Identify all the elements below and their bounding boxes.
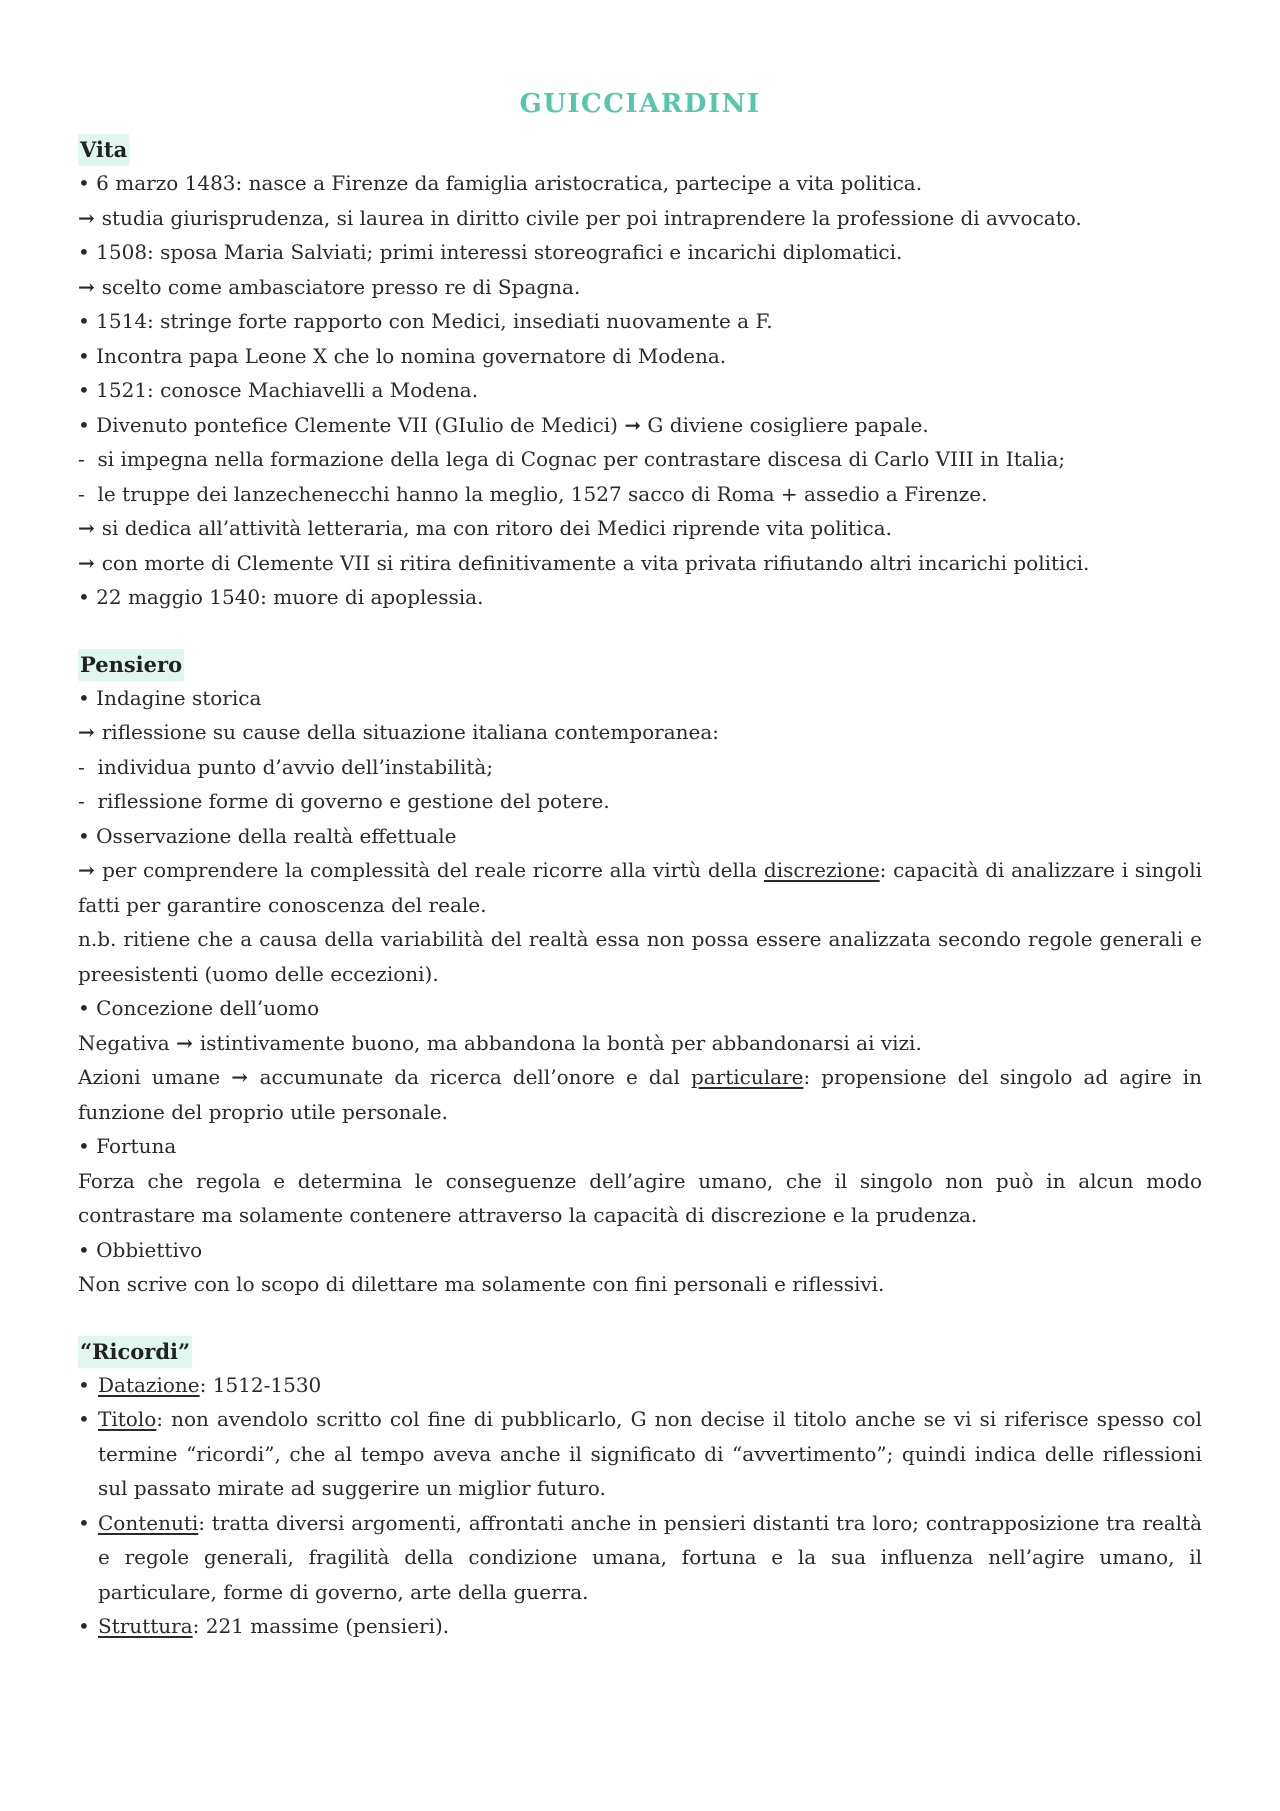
arrow-icon	[231, 1065, 259, 1089]
bullet-icon: •	[78, 1372, 90, 1397]
vita-line: • 22 maggio 1540: muore di apoplessia.	[78, 580, 1202, 615]
pensiero-azioni: Azioni umane → accumunate da ricerca dell’onore e dal particulare: propensione del singolo ad agire in funzione del proprio utile personale.	[78, 1060, 1202, 1129]
pensiero-indagine: • Indagine storica	[78, 681, 1202, 716]
page-title: GUICCIARDINI	[519, 89, 761, 119]
pensiero-fortuna-text: Forza che regola e determina le conseguenze dell’agire umano, che il singolo non può in alcun modo contrastare ma solamente contenere attraverso la capacità di discrezione e la prudenza.	[78, 1168, 1202, 1227]
vita-line: → con morte di Clemente VII si ritira definitivamente a vita privata rifiutando altri incarichi politici.	[78, 546, 1202, 581]
vita-line: • 1508: sposa Maria Salviati; primi interessi storeografici e incarichi diplomatici.	[78, 235, 1202, 270]
vita-line: → si dedica all’attività letteraria, ma con ritoro dei Medici riprende vita politica.	[78, 511, 1202, 546]
section-ricordi	[78, 1336, 1202, 1644]
section-heading-vita: Vita	[78, 134, 129, 166]
bullet-icon: •	[78, 1614, 90, 1638]
bullet-icon: •	[78, 1510, 90, 1535]
pensiero-riflessione: → riflessione su cause della situazione italiana contemporanea:	[78, 715, 1202, 750]
section-pensiero	[78, 649, 1202, 1302]
pensiero-nb: n.b. ritiene che a causa della variabilità del realtà essa non possa essere analizzata secondo regole generali e preesistenti (uomo delle eccezioni).	[78, 927, 1202, 986]
discrezione-term: discrezione	[763, 858, 880, 882]
arrow-icon	[176, 1031, 200, 1055]
vita-line: • 1521: conosce Machiavelli a Modena.	[78, 373, 1202, 408]
vita-line: • 6 marzo 1483: nasce a Firenze da famiglia aristocratica, partecipe a vita politica.	[78, 166, 1202, 201]
ricordi-titolo: • Titolo: non avendolo scritto col fine di pubblicarlo, G non decise il titolo anche se vi si riferisce spesso col termine “ricordi”, che al tempo aveva anche il significato di “avvertimento”; quindi indica delle riflessioni sul passato mirate ad suggerire un miglior futuro.	[78, 1402, 1202, 1506]
section-heading-pensiero: Pensiero	[78, 649, 184, 681]
ricordi-struttura: • Struttura: 221 massime (pensieri).	[78, 1609, 1202, 1644]
vita-line: • Incontra papa Leone X che lo nomina governatore di Modena.	[78, 339, 1202, 374]
pensiero-negativa: Negativa → istintivamente buono, ma abbandona la bontà per abbandonarsi ai vizi.	[78, 1026, 1202, 1061]
pensiero-dash: - riflessione forme di governo e gestione del potere.	[78, 784, 1202, 819]
pensiero-dash: - individua punto d’avvio dell’instabilità;	[78, 750, 1202, 785]
pensiero-obbiettivo: • Obbiettivo	[78, 1233, 1202, 1268]
vita-line: • 1514: stringe forte rapporto con Medici, insediati nuovamente a F.	[78, 304, 1202, 339]
pensiero-discrezione: → per comprendere la complessità del reale ricorre alla virtù della discrezione: capacità di analizzare i singoli fatti per garantire conoscenza del reale.	[78, 853, 1202, 922]
section-vita	[78, 134, 1202, 615]
pensiero-osservazione: • Osservazione della realtà effettuale	[78, 819, 1202, 854]
vita-line: • Divenuto pontefice Clemente VII (GIulio de Medici) ➞ G diviene cosigliere papale.	[78, 408, 1202, 443]
vita-line: - si impegna nella formazione della lega di Cognac per contrastare discesa di Carlo VIII in Italia;	[78, 442, 1202, 477]
pensiero-obbiettivo-text: Non scrive con lo scopo di dilettare ma solamente con fini personali e riflessivi.	[78, 1272, 885, 1296]
vita-line: → studia giurisprudenza, si laurea in diritto civile per poi intraprendere la professione di avvocato.	[78, 201, 1202, 236]
ricordi-contenuti: • Contenuti: tratta diversi argomenti, affrontati anche in pensieri distanti tra loro; contrapposizione tra realtà e regole generali, fragilità della condizione umana, fortuna e la sua influenza nell’agire umano, il particulare, forme di governo, arte della guerra.	[78, 1506, 1202, 1610]
section-heading-ricordi: “Ricordi”	[78, 1336, 192, 1368]
particulare-term: particulare	[690, 1065, 804, 1089]
pensiero-concezione: • Concezione dell’uomo	[78, 991, 1202, 1026]
pensiero-fortuna: • Fortuna	[78, 1129, 1202, 1164]
vita-line: → scelto come ambasciatore presso re di Spagna.	[78, 270, 1202, 305]
ricordi-datazione: • Datazione: 1512-1530	[78, 1368, 1202, 1403]
vita-line: - le truppe dei lanzechenecchi hanno la meglio, 1527 sacco di Roma + assedio a Firenze.	[78, 477, 1202, 512]
bullet-icon: •	[78, 1407, 90, 1431]
